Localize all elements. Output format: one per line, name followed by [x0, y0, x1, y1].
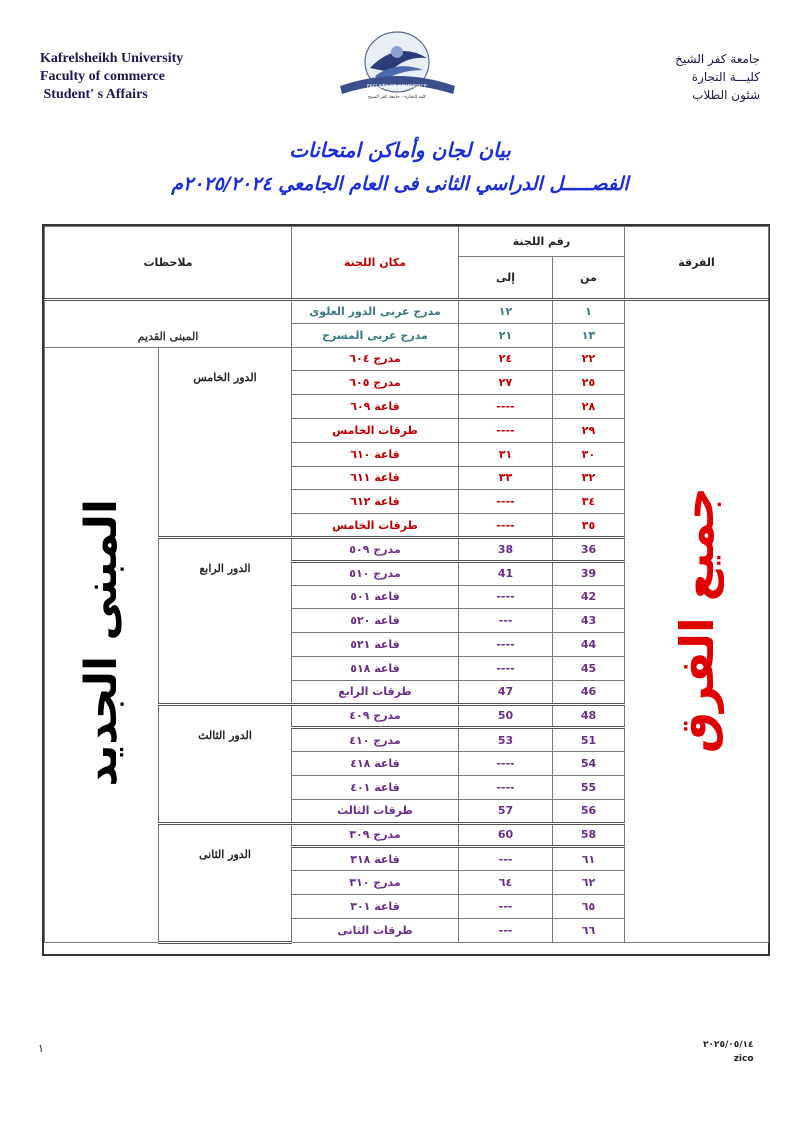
committee-place: مدرج ٦٠٤	[292, 347, 459, 371]
committee-to: ----	[459, 418, 553, 442]
committee-place: قاعة ٦١٢	[292, 490, 459, 514]
committee-from: ٣٢	[553, 466, 625, 490]
committee-to: ----	[459, 514, 553, 538]
committee-to: 60	[459, 823, 553, 847]
committee-to: ---	[459, 847, 553, 871]
committee-from: 48	[553, 704, 625, 728]
logo-subtext: كلية التجارة - جامعة كفر الشيخ	[368, 95, 426, 100]
committee-place: قاعة ٦١٠	[292, 442, 459, 466]
committee-place: قاعة ٥١٨	[292, 656, 459, 680]
committee-from: ٦١	[553, 847, 625, 871]
committee-place: قاعة ٣٠١	[292, 894, 459, 918]
old-building-note: المبنى القديم	[45, 300, 292, 348]
committee-from: 51	[553, 728, 625, 752]
committee-place: مدرج عربى المسرح	[292, 323, 459, 347]
committee-from: 58	[553, 823, 625, 847]
committee-from: ٢٩	[553, 418, 625, 442]
exam-committees-table	[44, 226, 769, 944]
committee-place: مدرج ٦٠٥	[292, 371, 459, 395]
committee-from: ٦٢	[553, 871, 625, 895]
floor-label-fifth: الدور الخامس	[159, 347, 292, 537]
committee-place: طرقات الثانى	[292, 918, 459, 942]
faculty-logo	[335, 28, 460, 100]
committee-place: مدرج ٥١٠	[292, 561, 459, 585]
committee-to: ----	[459, 752, 553, 776]
committee-to: 57	[459, 799, 553, 823]
university-header-ar	[675, 50, 760, 104]
committee-from: ٦٦	[553, 918, 625, 942]
university-header-en	[40, 50, 183, 104]
committee-to: ٣٣	[459, 466, 553, 490]
logo-text: FACULTY OF COMMERCE	[366, 84, 428, 90]
committee-place: طرقات الرابع	[292, 680, 459, 704]
committee-from: ٢٨	[553, 395, 625, 419]
document-title: بيان لجان وأماكن امتحانات	[289, 138, 511, 162]
committee-number-header: رقم اللجنة	[459, 227, 625, 257]
committee-to: ٣١	[459, 442, 553, 466]
committee-to: ----	[459, 585, 553, 609]
committee-from: 43	[553, 609, 625, 633]
committee-to: ----	[459, 656, 553, 680]
committee-from: 39	[553, 561, 625, 585]
committee-place: قاعة ٥٢١	[292, 633, 459, 657]
year-header: الفرقة	[625, 227, 769, 300]
page-number: ١	[38, 1042, 44, 1055]
document-subtitle: الفصـــــل الدراسي الثانى فى العام الجامعي ٢٠٢٥/٢٠٢٤م	[171, 173, 629, 195]
committee-place: مدرج عربى الدور العلوى	[292, 300, 459, 324]
committee-to: ----	[459, 395, 553, 419]
committee-place: مدرج ٣١٠	[292, 871, 459, 895]
new-building-label	[45, 347, 159, 942]
committee-from: 54	[553, 752, 625, 776]
floor-label-third: الدور الثالث	[159, 704, 292, 823]
committee-place: قاعة ٤١٨	[292, 752, 459, 776]
committee-place: مدرج ٤٠٩	[292, 704, 459, 728]
committee-from: 36	[553, 537, 625, 561]
footer-date: ٢٠٢٥/٠٥/١٤	[703, 1040, 754, 1050]
committee-to: ٢١	[459, 323, 553, 347]
department-name-en: Student' s Affairs	[40, 87, 148, 102]
committee-place: طرقات الخامس	[292, 514, 459, 538]
committee-place: قاعة ٥٠١	[292, 585, 459, 609]
committee-to: ---	[459, 918, 553, 942]
committee-from: ٣٤	[553, 490, 625, 514]
committee-from: ٢٥	[553, 371, 625, 395]
notes-header: ملاحظات	[45, 227, 292, 300]
floor-label-fourth: الدور الرابع	[159, 537, 292, 704]
from-header: من	[553, 257, 625, 300]
committee-from: ٦٥	[553, 894, 625, 918]
committee-from: 56	[553, 799, 625, 823]
committee-to: 53	[459, 728, 553, 752]
committee-place: قاعة ٥٢٠	[292, 609, 459, 633]
university-name-en: Kafrelsheikh University	[40, 51, 184, 66]
committee-to: ----	[459, 490, 553, 514]
committee-place: طرقات الخامس	[292, 418, 459, 442]
committee-from: ٣٥	[553, 514, 625, 538]
committee-place: مدرج ٥٠٩	[292, 537, 459, 561]
committee-to: ٢٤	[459, 347, 553, 371]
to-header: إلى	[459, 257, 553, 300]
committee-from: 42	[553, 585, 625, 609]
committee-from: ١٣	[553, 323, 625, 347]
committee-to: 50	[459, 704, 553, 728]
committee-from: ٣٠	[553, 442, 625, 466]
committee-to: ٦٤	[459, 871, 553, 895]
committee-to: ----	[459, 775, 553, 799]
committee-place: مدرج ٤١٠	[292, 728, 459, 752]
place-header: مكان اللجنة	[292, 227, 459, 300]
faculty-name-ar: كليـــة التجارة	[691, 70, 760, 84]
committee-from: ١	[553, 300, 625, 324]
committee-from: 45	[553, 656, 625, 680]
floor-label-second: الدور الثانى	[159, 823, 292, 942]
committee-from: 55	[553, 775, 625, 799]
committee-to: 38	[459, 537, 553, 561]
committee-to: ----	[459, 633, 553, 657]
committee-to: 47	[459, 680, 553, 704]
all-years-label	[625, 300, 769, 943]
footer-author: zico	[733, 1054, 754, 1064]
committee-to: 41	[459, 561, 553, 585]
committee-place: قاعة ٦١١	[292, 466, 459, 490]
committee-to: ---	[459, 609, 553, 633]
university-name-ar: جامعة كفر الشيخ	[675, 52, 760, 66]
committee-to: ٢٧	[459, 371, 553, 395]
committee-from: 44	[553, 633, 625, 657]
committee-place: طرقات الثالث	[292, 799, 459, 823]
committee-place: قاعة ٤٠١	[292, 775, 459, 799]
footer-meta	[703, 1038, 754, 1066]
all-years-text: جميع الفرق	[669, 486, 724, 753]
committee-place: قاعة ٦٠٩	[292, 395, 459, 419]
faculty-name-en: Faculty of commerce	[40, 69, 165, 84]
committee-place: قاعة ٣١٨	[292, 847, 459, 871]
table-row	[45, 300, 769, 324]
department-name-ar: شئون الطلاب	[692, 88, 760, 102]
committee-place: مدرج ٣٠٩	[292, 823, 459, 847]
committee-to: ١٢	[459, 300, 553, 324]
committee-to: ---	[459, 894, 553, 918]
committee-from: 46	[553, 680, 625, 704]
new-building-text: المبنى الجديد	[75, 499, 127, 787]
committee-from: ٢٢	[553, 347, 625, 371]
